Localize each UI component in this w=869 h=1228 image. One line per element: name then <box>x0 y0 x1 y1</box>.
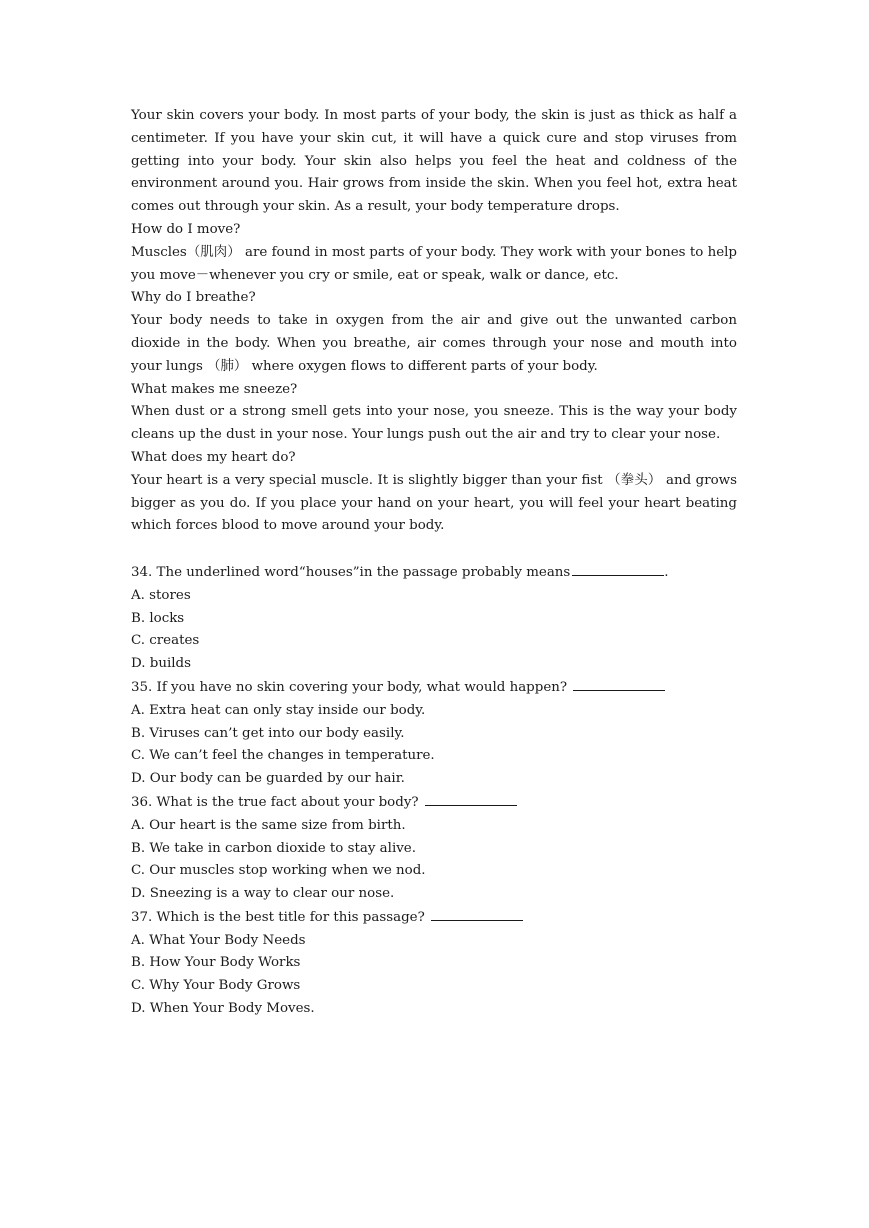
document-page <box>131 105 737 1021</box>
question-text: 34. The underlined word“houses”in the passage probably means <box>131 564 571 580</box>
option-a: A. Extra heat can only stay inside our body. <box>131 702 426 718</box>
option-c: C. Our muscles stop working when we nod. <box>131 863 426 879</box>
move-heading: How do I move? <box>131 221 241 237</box>
option-b: B. locks <box>131 610 185 626</box>
move-paragraph: Muscles（肌肉） are found in most parts of your body. They work with your bones to help you move－whenever you cry or smile, eat or speak, walk or dance, etc. <box>131 244 737 283</box>
option-a: A. Our heart is the same size from birth. <box>131 817 406 833</box>
question-stem <box>131 676 737 700</box>
option-d: D. When Your Body Moves. <box>131 1001 315 1017</box>
answer-blank[interactable] <box>573 676 665 691</box>
option-a: A. stores <box>131 587 191 603</box>
skin-paragraph: Your skin covers your body. In most parts of your body, the skin is just as thick as half a centimeter. If you have your skin cut, it will have a quick cure and stop viruses from getting into your body. Your skin also helps you feel the heat and coldness of the environment around you. Hair grows from inside the skin. When you feel hot, extra heat comes out through your skin. As a result, your body temperature drops. <box>131 108 737 215</box>
option-d: D. builds <box>131 656 191 672</box>
question-suffix: . <box>664 564 669 580</box>
breathe-heading: Why do I breathe? <box>131 290 256 306</box>
question-stem <box>131 561 737 585</box>
section-gap <box>131 538 737 561</box>
sneeze-paragraph: When dust or a strong smell gets into your nose, you sneeze. This is the way your body cleans up the dust in your nose. Your lungs push out the air and try to clear your nose. <box>131 404 737 443</box>
option-b: B. We take in carbon dioxide to stay alive. <box>131 840 416 856</box>
option-c: C. Why Your Body Grows <box>131 978 301 994</box>
question-36 <box>131 791 737 906</box>
sneeze-heading: What makes me sneeze? <box>131 381 298 397</box>
question-34 <box>131 561 737 676</box>
answer-blank[interactable] <box>431 906 523 921</box>
heart-paragraph: Your heart is a very special muscle. It is slightly bigger than your fist （拳头） and grows bigger as you do. If you place your hand on your heart, you will feel your heart beating which forces blood to move around your body. <box>131 472 737 534</box>
question-text: 37. Which is the best title for this passage? <box>131 909 430 925</box>
option-a: A. What Your Body Needs <box>131 932 306 948</box>
answer-blank[interactable] <box>572 561 664 576</box>
option-c: C. creates <box>131 633 200 649</box>
option-d: D. Our body can be guarded by our hair. <box>131 771 405 787</box>
question-stem <box>131 906 737 930</box>
question-stem <box>131 791 737 815</box>
option-b: B. How Your Body Works <box>131 955 301 971</box>
option-b: B. Viruses can’t get into our body easily. <box>131 725 405 741</box>
question-text: 35. If you have no skin covering your body, what would happen? <box>131 679 572 695</box>
question-35 <box>131 676 737 791</box>
heart-heading: What does my heart do? <box>131 449 296 465</box>
question-text: 36. What is the true fact about your body? <box>131 794 423 810</box>
breathe-paragraph: Your body needs to take in oxygen from the air and give out the unwanted carbon dioxide in the body. When you breathe, air comes through your nose and mouth into your lungs （肺） where oxygen flows to different parts of your body. <box>131 313 737 374</box>
question-37 <box>131 906 737 1021</box>
option-d: D. Sneezing is a way to clear our nose. <box>131 886 395 902</box>
answer-blank[interactable] <box>425 791 517 806</box>
option-c: C. We can’t feel the changes in temperature. <box>131 748 435 764</box>
